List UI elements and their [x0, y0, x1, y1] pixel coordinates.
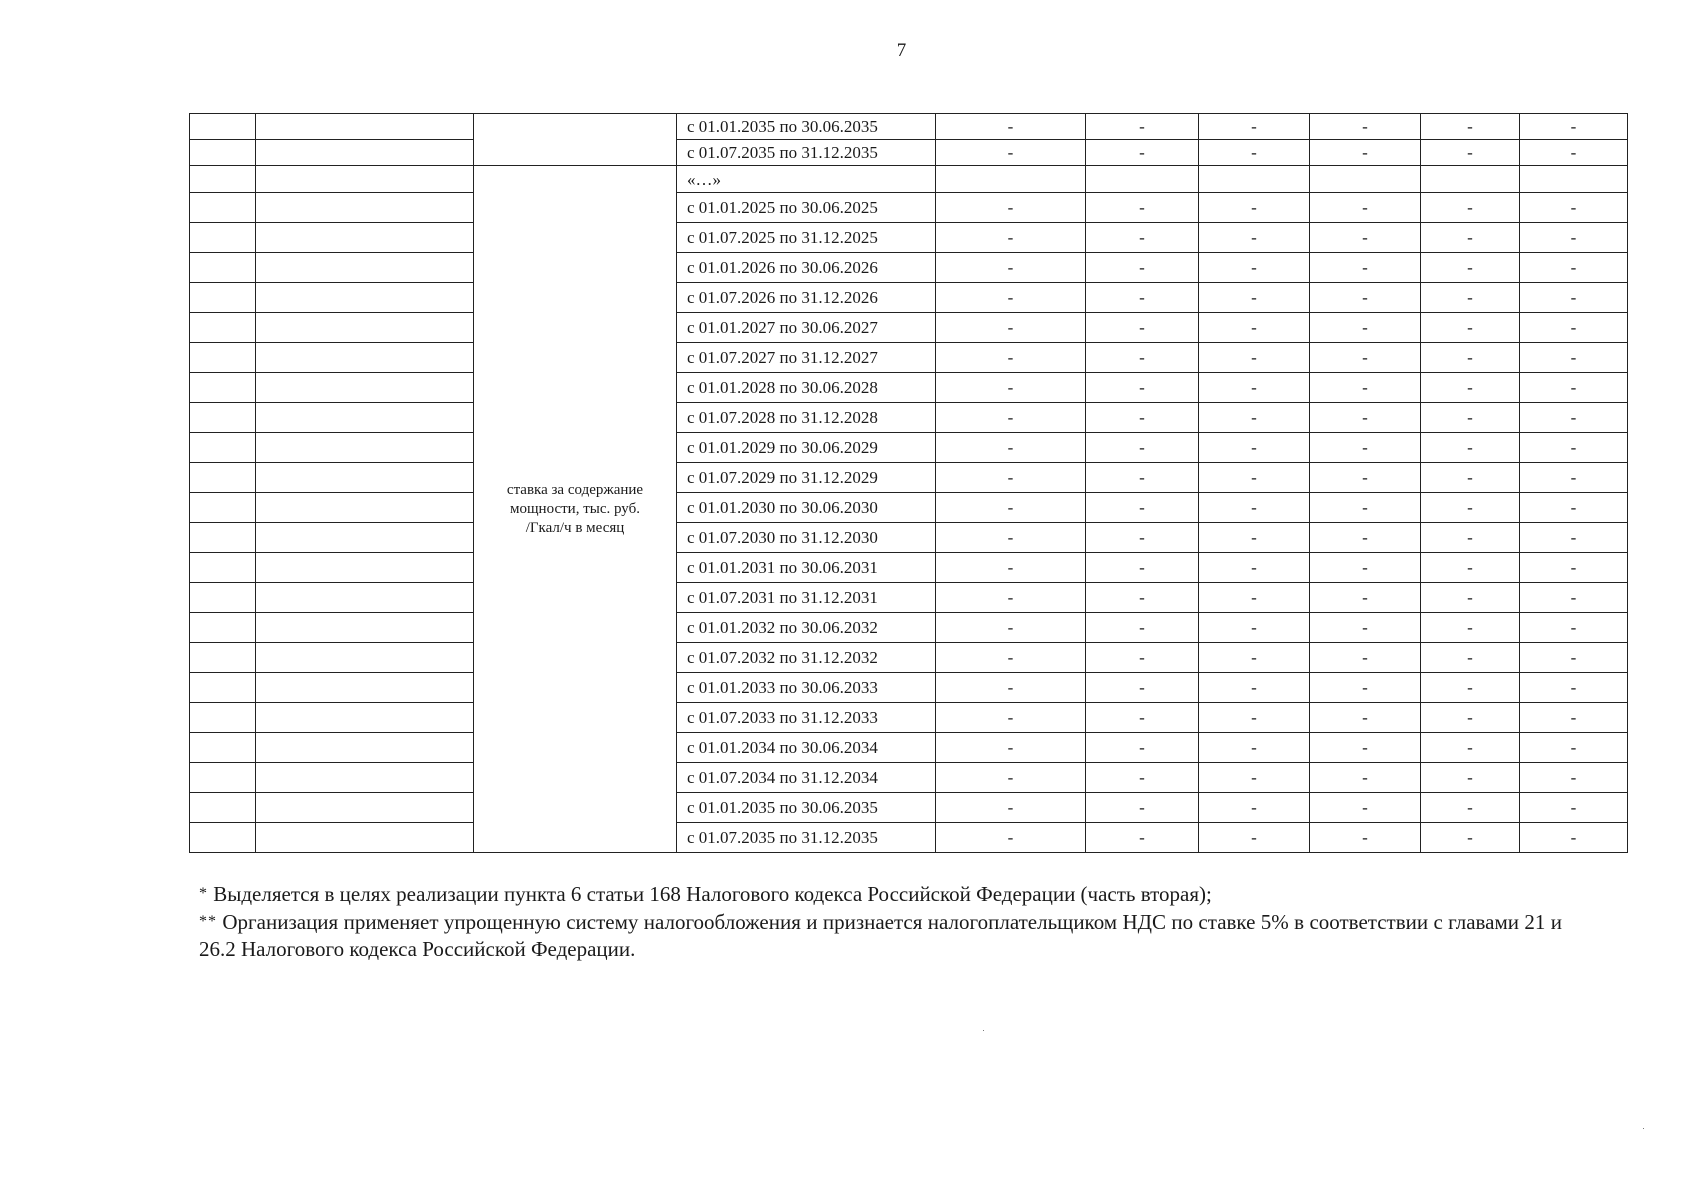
- scan-speck: [1643, 1128, 1644, 1129]
- value-cell: -: [1199, 403, 1310, 433]
- number-cell: [190, 114, 256, 140]
- organization-cell: [256, 613, 474, 643]
- value-cell: -: [936, 114, 1086, 140]
- table-row: [190, 403, 1628, 433]
- table-row: [190, 166, 1628, 193]
- value-cell: -: [1520, 193, 1628, 223]
- value-cell: -: [936, 283, 1086, 313]
- period-cell: с 01.07.2034 по 31.12.2034: [677, 763, 936, 793]
- organization-cell: [256, 643, 474, 673]
- value-cell: -: [1086, 703, 1199, 733]
- period-cell: с 01.07.2033 по 31.12.2033: [677, 703, 936, 733]
- value-cell: -: [1086, 523, 1199, 553]
- value-cell: -: [936, 493, 1086, 523]
- value-cell: -: [1199, 343, 1310, 373]
- value-cell: -: [936, 613, 1086, 643]
- footnote-mark: *: [199, 885, 208, 902]
- organization-cell: [256, 583, 474, 613]
- number-cell: [190, 223, 256, 253]
- value-cell: -: [1086, 373, 1199, 403]
- value-cell: -: [1520, 523, 1628, 553]
- organization-cell: [256, 193, 474, 223]
- value-cell: -: [1310, 793, 1421, 823]
- value-cell: [1199, 166, 1310, 193]
- value-cell: -: [1520, 673, 1628, 703]
- value-cell: -: [1421, 343, 1520, 373]
- table-row: [190, 343, 1628, 373]
- value-cell: -: [1520, 793, 1628, 823]
- period-cell: с 01.07.2029 по 31.12.2029: [677, 463, 936, 493]
- value-cell: -: [1199, 733, 1310, 763]
- table-row: [190, 823, 1628, 853]
- value-cell: -: [1310, 193, 1421, 223]
- organization-cell: [256, 823, 474, 853]
- value-cell: -: [1199, 523, 1310, 553]
- value-cell: -: [1086, 613, 1199, 643]
- footnote-vat-allocation: [199, 880, 1562, 908]
- period-cell: с 01.01.2034 по 30.06.2034: [677, 733, 936, 763]
- value-cell: -: [1520, 763, 1628, 793]
- number-cell: [190, 343, 256, 373]
- value-cell: -: [1199, 613, 1310, 643]
- value-cell: -: [1520, 703, 1628, 733]
- period-cell: с 01.07.2026 по 31.12.2026: [677, 283, 936, 313]
- value-cell: -: [1199, 313, 1310, 343]
- value-cell: -: [1520, 313, 1628, 343]
- organization-cell: [256, 253, 474, 283]
- value-cell: -: [1310, 643, 1421, 673]
- value-cell: -: [1421, 763, 1520, 793]
- number-cell: [190, 283, 256, 313]
- value-cell: -: [1421, 613, 1520, 643]
- organization-cell: [256, 553, 474, 583]
- value-cell: -: [1520, 114, 1628, 140]
- value-cell: -: [1199, 583, 1310, 613]
- organization-cell: [256, 493, 474, 523]
- organization-cell: [256, 523, 474, 553]
- value-cell: -: [1310, 493, 1421, 523]
- period-cell: с 01.07.2028 по 31.12.2028: [677, 403, 936, 433]
- value-cell: -: [1199, 463, 1310, 493]
- table-row: [190, 673, 1628, 703]
- number-cell: [190, 523, 256, 553]
- value-cell: -: [1310, 823, 1421, 853]
- value-cell: -: [1421, 313, 1520, 343]
- value-cell: -: [1199, 673, 1310, 703]
- number-cell: [190, 166, 256, 193]
- value-cell: -: [1421, 223, 1520, 253]
- value-cell: -: [1310, 223, 1421, 253]
- value-cell: -: [1421, 553, 1520, 583]
- table-row: [190, 283, 1628, 313]
- value-cell: -: [936, 223, 1086, 253]
- value-cell: [1086, 166, 1199, 193]
- value-cell: -: [1199, 553, 1310, 583]
- value-cell: -: [1520, 583, 1628, 613]
- organization-cell: [256, 703, 474, 733]
- period-cell: с 01.01.2025 по 30.06.2025: [677, 193, 936, 223]
- value-cell: -: [1310, 403, 1421, 433]
- value-cell: -: [1086, 643, 1199, 673]
- value-cell: -: [1086, 433, 1199, 463]
- value-cell: -: [1310, 313, 1421, 343]
- period-cell: с 01.07.2035 по 31.12.2035: [677, 823, 936, 853]
- tariff-name-line: мощности, тыс. руб.: [510, 500, 640, 517]
- value-cell: -: [1310, 553, 1421, 583]
- value-cell: -: [936, 433, 1086, 463]
- value-cell: -: [1199, 253, 1310, 283]
- value-cell: -: [936, 523, 1086, 553]
- value-cell: -: [936, 763, 1086, 793]
- value-cell: -: [1310, 373, 1421, 403]
- table-row: [190, 763, 1628, 793]
- value-cell: -: [1520, 493, 1628, 523]
- value-cell: -: [1086, 343, 1199, 373]
- number-cell: [190, 463, 256, 493]
- number-cell: [190, 643, 256, 673]
- value-cell: -: [1310, 140, 1421, 166]
- value-cell: -: [1310, 114, 1421, 140]
- organization-cell: [256, 140, 474, 166]
- page-number: 7: [896, 40, 907, 61]
- value-cell: -: [1086, 763, 1199, 793]
- table-row: [190, 223, 1628, 253]
- value-cell: -: [1520, 283, 1628, 313]
- value-cell: -: [936, 343, 1086, 373]
- value-cell: -: [1199, 433, 1310, 463]
- organization-cell: [256, 673, 474, 703]
- value-cell: -: [1086, 140, 1199, 166]
- value-cell: -: [1520, 553, 1628, 583]
- value-cell: -: [936, 193, 1086, 223]
- value-cell: -: [1199, 283, 1310, 313]
- value-cell: -: [1520, 343, 1628, 373]
- tariff-name-line: /Гкал/ч в месяц: [525, 519, 625, 536]
- number-cell: [190, 673, 256, 703]
- value-cell: -: [1086, 114, 1199, 140]
- period-cell: с 01.07.2025 по 31.12.2025: [677, 223, 936, 253]
- value-cell: -: [936, 373, 1086, 403]
- period-cell: с 01.01.2033 по 30.06.2033: [677, 673, 936, 703]
- value-cell: [936, 166, 1086, 193]
- table-row: [190, 643, 1628, 673]
- value-cell: -: [1421, 793, 1520, 823]
- period-cell: с 01.01.2029 по 30.06.2029: [677, 433, 936, 463]
- period-cell: с 01.07.2030 по 31.12.2030: [677, 523, 936, 553]
- period-cell: с 01.07.2027 по 31.12.2027: [677, 343, 936, 373]
- value-cell: -: [1421, 643, 1520, 673]
- table-row: [190, 583, 1628, 613]
- value-cell: -: [1199, 823, 1310, 853]
- value-cell: -: [1199, 373, 1310, 403]
- value-cell: -: [1421, 283, 1520, 313]
- value-cell: -: [1199, 140, 1310, 166]
- organization-cell: [256, 373, 474, 403]
- organization-cell: [256, 114, 474, 140]
- table-row: [190, 463, 1628, 493]
- table-row: [190, 313, 1628, 343]
- value-cell: -: [1520, 823, 1628, 853]
- organization-cell: [256, 283, 474, 313]
- footnotes: [199, 880, 1562, 963]
- value-cell: -: [1421, 140, 1520, 166]
- value-cell: -: [1086, 673, 1199, 703]
- period-cell: с 01.01.2035 по 30.06.2035: [677, 793, 936, 823]
- period-cell: с 01.07.2031 по 31.12.2031: [677, 583, 936, 613]
- organization-cell: [256, 403, 474, 433]
- value-cell: -: [1086, 793, 1199, 823]
- value-cell: -: [1310, 703, 1421, 733]
- tariff-name-line: ставка за содержание: [506, 481, 644, 498]
- number-cell: [190, 313, 256, 343]
- value-cell: -: [1310, 523, 1421, 553]
- value-cell: -: [1199, 193, 1310, 223]
- value-cell: -: [1421, 253, 1520, 283]
- value-cell: -: [1421, 523, 1520, 553]
- value-cell: -: [1086, 583, 1199, 613]
- value-cell: -: [1520, 643, 1628, 673]
- value-cell: -: [1520, 140, 1628, 166]
- value-cell: -: [1199, 223, 1310, 253]
- value-cell: -: [936, 313, 1086, 343]
- table-row: [190, 553, 1628, 583]
- period-cell: с 01.01.2030 по 30.06.2030: [677, 493, 936, 523]
- value-cell: [1310, 166, 1421, 193]
- value-cell: -: [1421, 433, 1520, 463]
- value-cell: -: [1421, 733, 1520, 763]
- value-cell: -: [1520, 253, 1628, 283]
- value-cell: -: [1520, 223, 1628, 253]
- period-cell: с 01.01.2027 по 30.06.2027: [677, 313, 936, 343]
- value-cell: -: [1421, 373, 1520, 403]
- organization-cell: [256, 313, 474, 343]
- value-cell: -: [936, 703, 1086, 733]
- value-cell: -: [1520, 613, 1628, 643]
- period-cell: с 01.01.2028 по 30.06.2028: [677, 373, 936, 403]
- value-cell: -: [1086, 223, 1199, 253]
- number-cell: [190, 140, 256, 166]
- value-cell: -: [1421, 703, 1520, 733]
- footnote-simplified-tax: [199, 908, 1562, 963]
- value-cell: -: [1199, 763, 1310, 793]
- number-cell: [190, 253, 256, 283]
- value-cell: -: [1310, 343, 1421, 373]
- organization-cell: [256, 763, 474, 793]
- tariff-table-body: [190, 114, 1628, 853]
- value-cell: -: [1520, 733, 1628, 763]
- value-cell: -: [1520, 373, 1628, 403]
- organization-cell: [256, 343, 474, 373]
- value-cell: -: [1421, 673, 1520, 703]
- value-cell: -: [1086, 313, 1199, 343]
- value-cell: -: [1520, 433, 1628, 463]
- value-cell: -: [1421, 193, 1520, 223]
- value-cell: -: [1310, 463, 1421, 493]
- value-cell: -: [1421, 463, 1520, 493]
- value-cell: -: [936, 793, 1086, 823]
- number-cell: [190, 373, 256, 403]
- table-row: [190, 493, 1628, 523]
- value-cell: -: [1421, 583, 1520, 613]
- value-cell: [1421, 166, 1520, 193]
- period-cell: с 01.01.2026 по 30.06.2026: [677, 253, 936, 283]
- value-cell: -: [936, 673, 1086, 703]
- value-cell: -: [1520, 463, 1628, 493]
- table-row: [190, 733, 1628, 763]
- value-cell: -: [1199, 703, 1310, 733]
- number-cell: [190, 823, 256, 853]
- value-cell: -: [936, 583, 1086, 613]
- value-cell: -: [1310, 253, 1421, 283]
- value-cell: -: [1310, 583, 1421, 613]
- scan-speck: [983, 1030, 984, 1031]
- value-cell: -: [1086, 823, 1199, 853]
- table-row: [190, 140, 1628, 166]
- value-cell: -: [936, 463, 1086, 493]
- value-cell: -: [936, 553, 1086, 583]
- value-cell: -: [1310, 733, 1421, 763]
- value-cell: -: [936, 643, 1086, 673]
- organization-cell: [256, 166, 474, 193]
- number-cell: [190, 763, 256, 793]
- value-cell: -: [1199, 793, 1310, 823]
- number-cell: [190, 493, 256, 523]
- value-cell: -: [936, 253, 1086, 283]
- organization-cell: [256, 463, 474, 493]
- value-cell: -: [1086, 193, 1199, 223]
- period-cell: с 01.01.2031 по 30.06.2031: [677, 553, 936, 583]
- value-cell: -: [1199, 643, 1310, 673]
- footnote-mark: **: [199, 913, 217, 930]
- value-cell: -: [1086, 253, 1199, 283]
- period-cell: с 01.01.2035 по 30.06.2035: [677, 114, 936, 140]
- value-cell: -: [936, 403, 1086, 433]
- value-cell: -: [936, 140, 1086, 166]
- table-row: [190, 703, 1628, 733]
- table-row: [190, 373, 1628, 403]
- table-row: [190, 523, 1628, 553]
- table-row: [190, 793, 1628, 823]
- value-cell: -: [1421, 114, 1520, 140]
- footnote-text: Выделяется в целях реализации пункта 6 статьи 168 Налогового кодекса Российской Федерации (часть вторая);: [213, 882, 1212, 906]
- number-cell: [190, 553, 256, 583]
- table-row: [190, 114, 1628, 140]
- tariff-table: [189, 113, 1628, 853]
- value-cell: -: [1310, 283, 1421, 313]
- number-cell: [190, 793, 256, 823]
- period-cell: с 01.07.2035 по 31.12.2035: [677, 140, 936, 166]
- number-cell: [190, 403, 256, 433]
- value-cell: -: [1421, 823, 1520, 853]
- value-cell: -: [936, 733, 1086, 763]
- organization-cell: [256, 433, 474, 463]
- value-cell: -: [1086, 553, 1199, 583]
- value-cell: -: [1310, 763, 1421, 793]
- value-cell: -: [1199, 114, 1310, 140]
- organization-cell: [256, 733, 474, 763]
- value-cell: -: [1421, 403, 1520, 433]
- tariff-name-cell-continued: [474, 114, 677, 166]
- number-cell: [190, 733, 256, 763]
- value-cell: -: [936, 823, 1086, 853]
- number-cell: [190, 193, 256, 223]
- table-row: [190, 253, 1628, 283]
- value-cell: -: [1086, 733, 1199, 763]
- table-row: [190, 613, 1628, 643]
- number-cell: [190, 703, 256, 733]
- organization-cell: [256, 223, 474, 253]
- value-cell: -: [1086, 493, 1199, 523]
- value-cell: -: [1520, 403, 1628, 433]
- table-row: [190, 193, 1628, 223]
- period-cell: с 01.07.2032 по 31.12.2032: [677, 643, 936, 673]
- value-cell: -: [1310, 673, 1421, 703]
- tariff-name-cell: [474, 166, 677, 853]
- value-cell: -: [1086, 463, 1199, 493]
- period-cell: с 01.01.2032 по 30.06.2032: [677, 613, 936, 643]
- value-cell: -: [1199, 493, 1310, 523]
- period-cell: «…»: [677, 166, 936, 193]
- value-cell: -: [1086, 283, 1199, 313]
- value-cell: -: [1086, 403, 1199, 433]
- number-cell: [190, 583, 256, 613]
- value-cell: [1520, 166, 1628, 193]
- organization-cell: [256, 793, 474, 823]
- value-cell: -: [1310, 433, 1421, 463]
- value-cell: -: [1421, 493, 1520, 523]
- footnote-text: Организация применяет упрощенную систему налогообложения и признается налогоплательщиком НДС по ставке 5% в соответствии с главами 21 и 26.2 Налогового кодекса Российской Федерации.: [199, 910, 1563, 961]
- table-row: [190, 433, 1628, 463]
- value-cell: -: [1310, 613, 1421, 643]
- number-cell: [190, 613, 256, 643]
- number-cell: [190, 433, 256, 463]
